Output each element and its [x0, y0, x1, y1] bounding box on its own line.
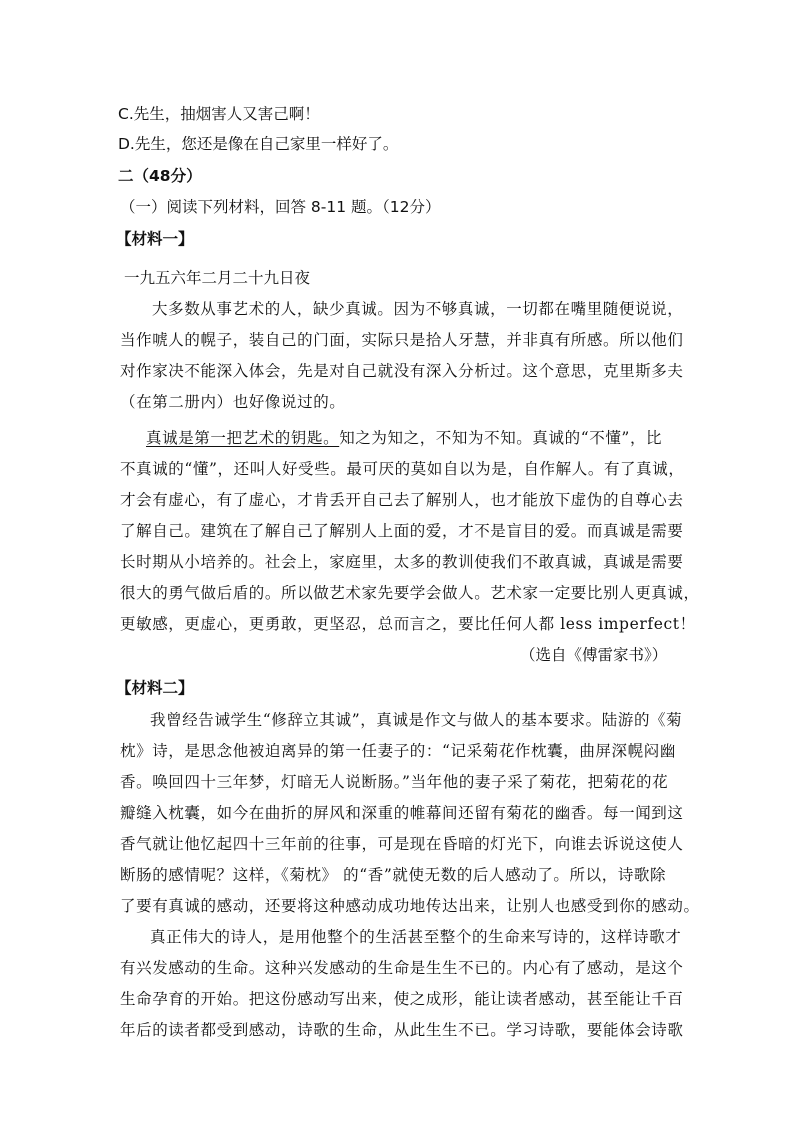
material-two-label: 【材料二】 — [116, 679, 194, 697]
m2-p2-line: 年后的读者都受到感动，诗歌的生命，从此生生不已。学习诗歌，要能体会诗歌 — [120, 1021, 684, 1039]
m1-p2-line: 才会有虚心，有了虚心，才肯丢开自己去了解别人，也才能放下虚伪的自尊心去 — [120, 491, 684, 509]
m2-p2-line: 真正伟大的诗人，是用他整个的生活甚至整个的生命来写诗的，这样诗歌才 — [150, 928, 682, 946]
m1-p2-line: 了解自己。建筑在了解自己了解别人上面的爱，才不是盲目的爱。而真诚是需要 — [120, 522, 684, 540]
option-c: C.先生，抽烟害人又害己啊！ — [118, 105, 320, 123]
m2-p1-line: 瓣缝入枕囊，如今在曲折的屏风和深重的帷幕间还留有菊花的幽香。每一闻到这 — [120, 804, 684, 822]
sub-heading: （一）阅读下列材料，回答 8-11 题。（12分） — [120, 198, 441, 216]
underlined-key-sentence: 真诚是第一把艺术的钥匙。 — [146, 429, 340, 447]
m1-p1-line: 当作唬人的幌子，装自己的门面，实际只是拾人牙慧，并非真有所感。所以他们 — [120, 331, 684, 349]
option-d: D.先生，您还是像在自己家里一样好了。 — [118, 135, 399, 153]
m2-p1-line: 枕》诗，是思念他被迫离异的第一任妻子的：“记采菊花作枕囊，曲屏深幌闷幽 — [120, 742, 676, 760]
m2-p1-line: 断肠的感情呢？这样，《菊枕》 的“香”就使无数的后人感动了。所以，诗歌除 — [120, 866, 667, 884]
m2-p1-line: 香气就让他忆起四十三年前的往事，可是现在昏暗的灯光下，向谁去诉说这使人 — [120, 835, 684, 853]
m1-p1-line: 大多数从事艺术的人，缺少真诚。因为不够真诚，一切都在嘴里随便说说， — [152, 300, 684, 318]
m1-p2-line: 更敏感，更虚心，更勇敢，更坚忍，总而言之，要比任何人都 less imperfect！ — [120, 615, 696, 633]
m1-p2-line: 很大的勇气做后盾的。所以做艺术家先要学会做人。艺术家一定要比别人更真诚， — [120, 584, 700, 602]
m2-p1-line: 了要有真诚的感动，还要将这种感动成功地传达出来，让别人也感受到你的感动。 — [120, 897, 700, 915]
date-line: 一九五六年二月二十九日夜 — [124, 269, 311, 287]
m2-p2-line: 有兴发感动的生命。这种兴发感动的生命是生生不已的。内心有了感动，是这个 — [120, 959, 684, 977]
m1-p2-first-rest: 知之为知之，不知为不知。真诚的“不懂”，比 — [339, 429, 663, 447]
m2-p1-line: 我曾经告诫学生“修辞立其诚”，真诚是作文与做人的基本要求。陆游的《菊 — [150, 711, 683, 729]
m1-p2-line: 不真诚的“懂”，还叫人好受些。最可厌的莫如自以为是，自作解人。有了真诚， — [120, 460, 685, 478]
material-one-label: 【材料一】 — [116, 230, 194, 248]
m2-p2-line: 生命孕育的开始。把这份感动写出来，使之成形，能让读者感动，甚至能让千百 — [120, 990, 684, 1008]
m1-p1-line: 对作家决不能深入体会，先是对自己就没有深入分析过。这个意思，克里斯多夫 — [120, 362, 684, 380]
m1-p1-line: （在第二册内）也好像说过的。 — [120, 393, 346, 411]
source-citation: （选自《傅雷家书》） — [520, 646, 668, 664]
m2-p1-line: 香。唤回四十三年梦，灯暗无人说断肠。”当年他的妻子采了菊花，把菊花的花 — [120, 773, 669, 791]
section-heading: 二（48分） — [118, 167, 202, 185]
m1-p2-line: 长时期从小培养的。社会上，家庭里，太多的教训使我们不敢真诚，真诚是需要 — [120, 553, 684, 571]
m1-p2-first-line — [146, 426, 662, 448]
